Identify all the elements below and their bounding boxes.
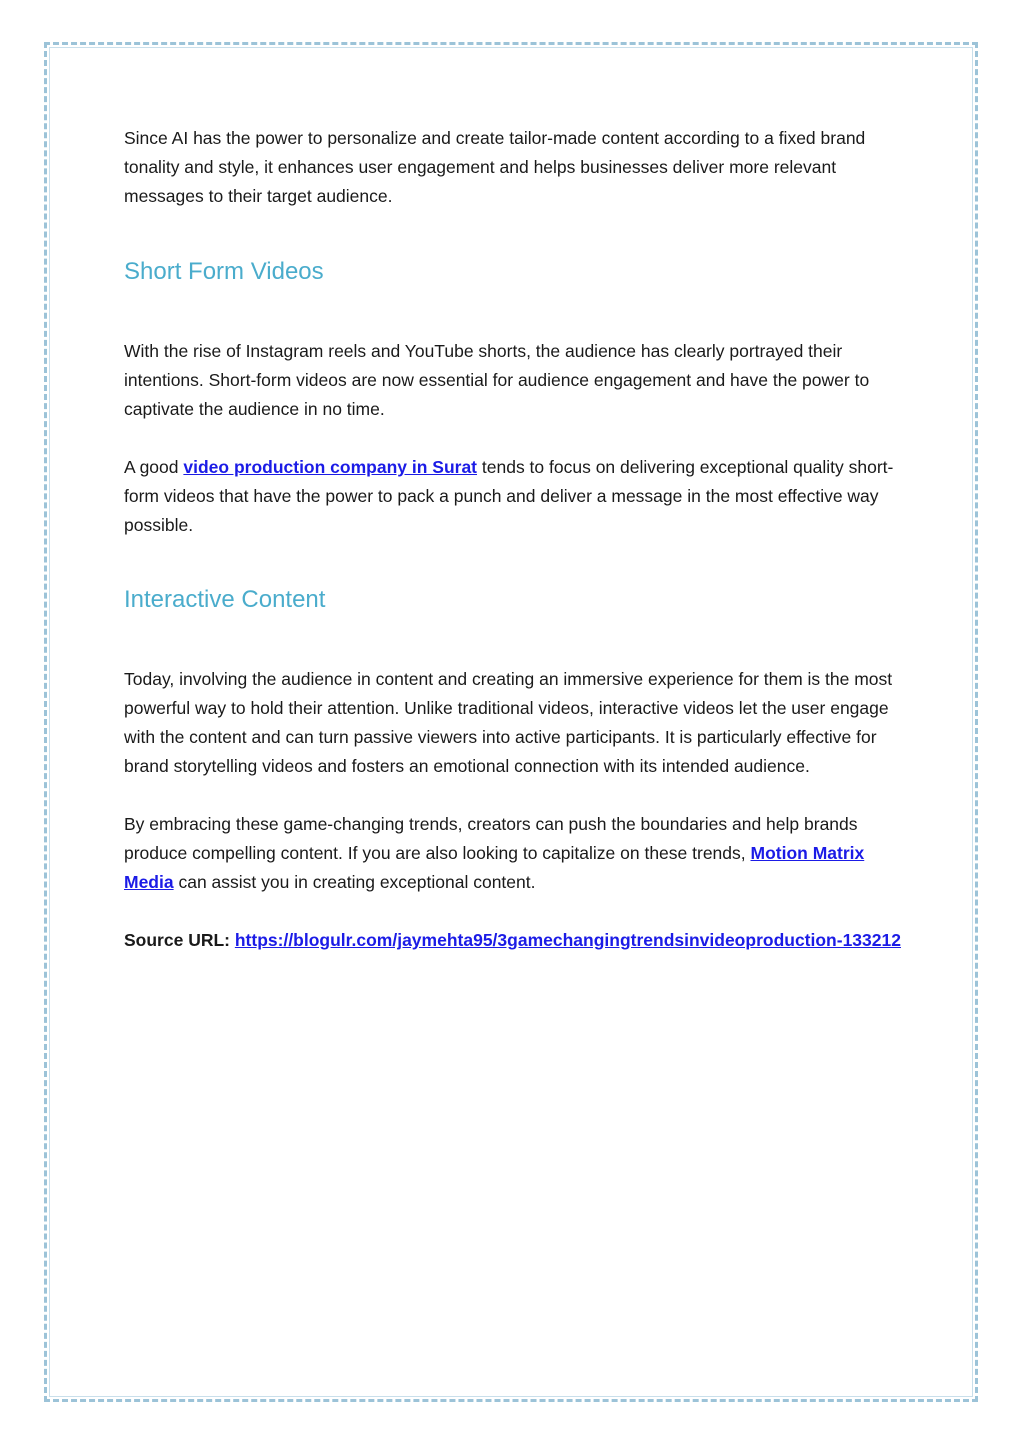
interactive-paragraph-1: Today, involving the audience in content and creating an immersive experience for them is the most powerful way to hold their attention. Unlike traditional videos, interactive videos let the user engage with the content and can turn passive viewers into active participants. It is particularly effective for brand storytelling videos and fosters an emotional connection with its intended audience. bbox=[124, 669, 893, 776]
heading-interactive-content: Interactive Content bbox=[124, 586, 326, 613]
interactive-paragraph-2 bbox=[124, 810, 914, 897]
short-form-text-before: A good bbox=[124, 457, 184, 477]
short-form-text-after: tends to focus on delivering exceptional quality short-form videos that have the power to pack a punch and deliver a message in the most effective way possible. bbox=[124, 457, 894, 535]
interactive-text-before: By embracing these game-changing trends, creators can push the boundaries and help brands produce compelling content. If you are also looking to capitalize on these trends, bbox=[124, 814, 858, 863]
short-form-paragraph-1: With the rise of Instagram reels and YouTube shorts, the audience has clearly portrayed their intentions. Short-form videos are now essential for audience engagement and have the power to captivate the audience in no time. bbox=[124, 341, 870, 419]
source-label: Source URL: bbox=[124, 930, 235, 950]
intro-paragraph: Since AI has the power to personalize and create tailor-made content according to a fixed brand tonality and style, it enhances user engagement and helps businesses deliver more relevant messages to their target audience. bbox=[124, 128, 866, 206]
motion-matrix-media-link[interactable]: Motion Matrix Media bbox=[124, 843, 865, 892]
source-line bbox=[124, 926, 914, 955]
short-form-paragraph-2 bbox=[124, 453, 914, 540]
document-body bbox=[124, 124, 914, 955]
interactive-text-after: can assist you in creating exceptional content. bbox=[173, 872, 536, 892]
heading-short-form-videos: Short Form Videos bbox=[124, 258, 324, 285]
video-production-link[interactable]: video production company in Surat bbox=[183, 457, 478, 477]
source-url-link[interactable]: https://blogulr.com/jaymehta95/3gamechangingtrendsinvideoproduction-133212 bbox=[234, 930, 901, 950]
